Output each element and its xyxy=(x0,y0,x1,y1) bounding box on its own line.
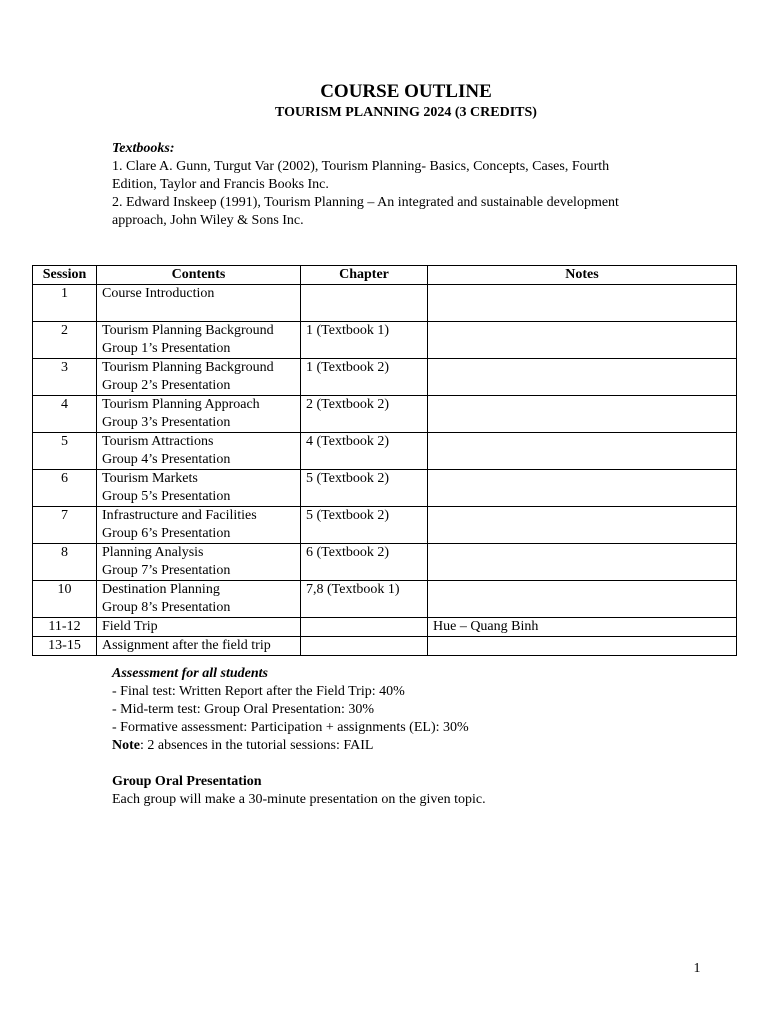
contents-line: Course Introduction xyxy=(102,286,215,301)
chapter-cell xyxy=(301,637,428,656)
notes-cell xyxy=(428,359,737,396)
contents-cell xyxy=(97,433,301,470)
table-row xyxy=(33,637,737,656)
table-row xyxy=(33,359,737,396)
contents-line: Destination Planning xyxy=(102,582,220,597)
table-row xyxy=(33,581,737,618)
contents-line: Tourism Attractions xyxy=(102,434,214,449)
chapter-cell: 5 (Textbook 2) xyxy=(301,470,428,507)
session-cell: 5 xyxy=(33,433,97,470)
notes-cell xyxy=(428,544,737,581)
textbook-line: 2. Edward Inskeep (1991), Tourism Planning – An integrated and sustainable development xyxy=(112,195,619,210)
contents-cell xyxy=(97,322,301,359)
contents-line: Group 3’s Presentation xyxy=(102,415,231,430)
contents-line: Infrastructure and Facilities xyxy=(102,508,257,523)
table-row xyxy=(33,285,737,322)
page-title: COURSE OUTLINE xyxy=(320,81,492,102)
chapter-cell: 4 (Textbook 2) xyxy=(301,433,428,470)
presentation-text: Each group will make a 30-minute presentation on the given topic. xyxy=(112,792,486,807)
contents-cell xyxy=(97,285,301,322)
chapter-cell: 7,8 (Textbook 1) xyxy=(301,581,428,618)
textbook-line: Edition, Taylor and Francis Books Inc. xyxy=(112,177,329,192)
session-cell: 13-15 xyxy=(33,637,97,656)
notes-cell xyxy=(428,433,737,470)
assessment-item: - Mid-term test: Group Oral Presentation: 30% xyxy=(112,702,375,717)
table-row xyxy=(33,433,737,470)
page-number: 1 xyxy=(693,961,701,976)
contents-cell xyxy=(97,581,301,618)
contents-line: Group 5’s Presentation xyxy=(102,489,231,504)
textbook-item xyxy=(112,194,682,230)
presentation-section xyxy=(112,773,672,809)
session-cell: 8 xyxy=(33,544,97,581)
chapter-cell: 1 (Textbook 2) xyxy=(301,359,428,396)
chapter-cell: 2 (Textbook 2) xyxy=(301,396,428,433)
contents-cell xyxy=(97,637,301,656)
chapter-cell: 1 (Textbook 1) xyxy=(301,322,428,359)
textbook-line: 1. Clare A. Gunn, Turgut Var (2002), Tourism Planning- Basics, Concepts, Cases, Fourth xyxy=(112,159,610,174)
table-header-row xyxy=(33,266,737,285)
notes-cell: Hue – Quang Binh xyxy=(428,618,737,637)
contents-line: Tourism Planning Approach xyxy=(102,397,260,412)
contents-line: Group 8’s Presentation xyxy=(102,600,231,615)
contents-line: Tourism Planning Background xyxy=(102,360,274,375)
column-header-notes: Notes xyxy=(428,266,737,285)
contents-cell xyxy=(97,396,301,433)
note-label: Note xyxy=(112,738,140,753)
contents-line: Tourism Markets xyxy=(102,471,198,486)
table-row xyxy=(33,322,737,359)
contents-line: Tourism Planning Background xyxy=(102,323,274,338)
textbooks-heading: Textbooks: xyxy=(112,141,175,156)
chapter-cell: 5 (Textbook 2) xyxy=(301,507,428,544)
contents-line: Field Trip xyxy=(102,619,158,634)
contents-line: Group 2’s Presentation xyxy=(102,378,231,393)
assessment-note xyxy=(112,737,672,755)
note-text: : 2 absences in the tutorial sessions: FAIL xyxy=(140,738,374,753)
session-cell: 10 xyxy=(33,581,97,618)
contents-line: Planning Analysis xyxy=(102,545,204,560)
notes-cell xyxy=(428,396,737,433)
session-cell: 7 xyxy=(33,507,97,544)
column-header-chapter: Chapter xyxy=(301,266,428,285)
table-row xyxy=(33,507,737,544)
contents-line: Group 4’s Presentation xyxy=(102,452,231,467)
course-schedule-table xyxy=(32,265,737,656)
textbook-item xyxy=(112,158,682,194)
session-cell: 2 xyxy=(33,322,97,359)
column-header-contents: Contents xyxy=(97,266,301,285)
session-cell: 6 xyxy=(33,470,97,507)
assessment-heading: Assessment for all students xyxy=(112,666,268,681)
session-cell: 3 xyxy=(33,359,97,396)
column-header-session: Session xyxy=(33,266,97,285)
contents-cell xyxy=(97,359,301,396)
notes-cell xyxy=(428,470,737,507)
contents-cell xyxy=(97,507,301,544)
contents-line: Group 7’s Presentation xyxy=(102,563,231,578)
notes-cell xyxy=(428,507,737,544)
contents-line: Group 6’s Presentation xyxy=(102,526,231,541)
chapter-cell: 6 (Textbook 2) xyxy=(301,544,428,581)
session-cell: 1 xyxy=(33,285,97,322)
notes-cell xyxy=(428,322,737,359)
contents-cell xyxy=(97,544,301,581)
notes-cell xyxy=(428,581,737,618)
notes-cell xyxy=(428,285,737,322)
table-row xyxy=(33,470,737,507)
table-row xyxy=(33,618,737,637)
session-cell: 4 xyxy=(33,396,97,433)
textbooks-section xyxy=(112,140,682,230)
contents-cell xyxy=(97,618,301,637)
assessment-section xyxy=(112,665,672,755)
notes-cell xyxy=(428,637,737,656)
presentation-heading: Group Oral Presentation xyxy=(112,774,262,789)
table-row xyxy=(33,544,737,581)
contents-cell xyxy=(97,470,301,507)
chapter-cell xyxy=(301,285,428,322)
assessment-item: - Final test: Written Report after the Field Trip: 40% xyxy=(112,684,405,699)
assessment-item: - Formative assessment: Participation + assignments (EL): 30% xyxy=(112,720,469,735)
session-cell: 11-12 xyxy=(33,618,97,637)
contents-line: Assignment after the field trip xyxy=(102,638,271,653)
chapter-cell xyxy=(301,618,428,637)
page-subtitle: TOURISM PLANNING 2024 (3 CREDITS) xyxy=(275,105,537,120)
table-row xyxy=(33,396,737,433)
textbook-line: approach, John Wiley & Sons Inc. xyxy=(112,213,304,228)
contents-line: Group 1’s Presentation xyxy=(102,341,231,356)
